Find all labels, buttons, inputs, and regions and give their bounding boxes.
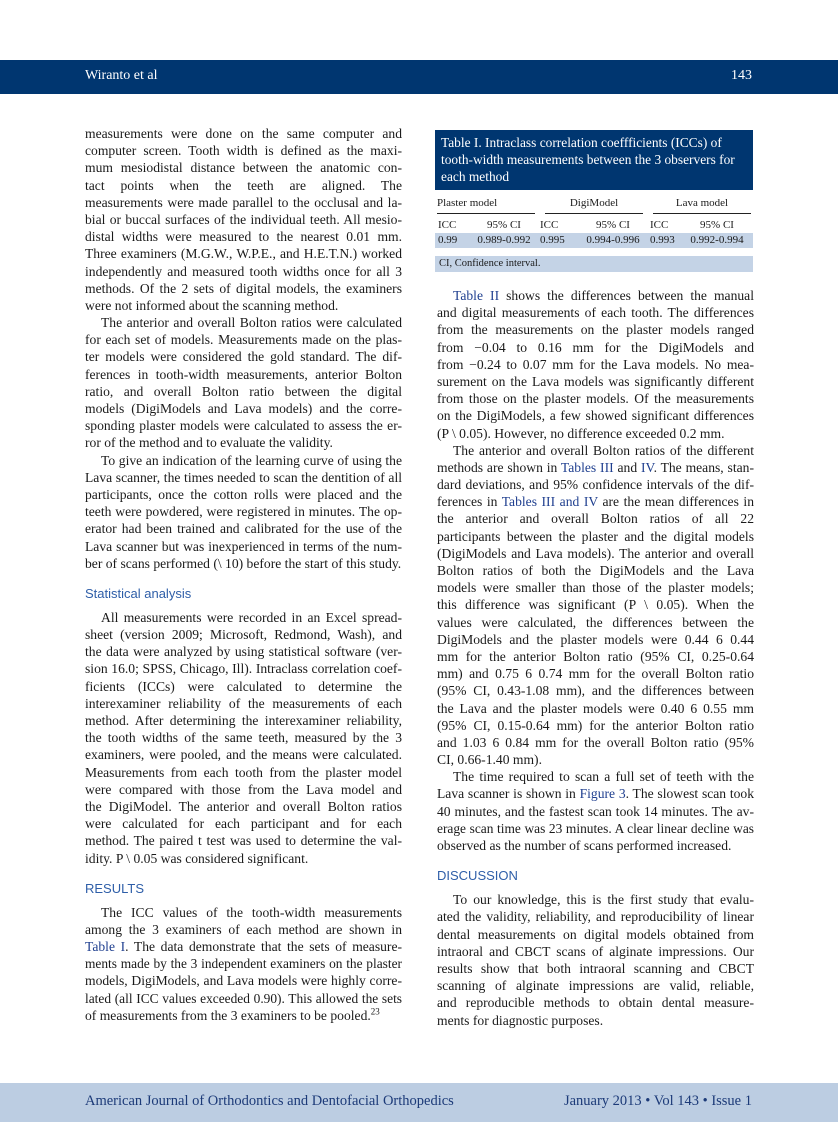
text-line: All measurements were recorded in an Excel spread- <box>101 609 402 625</box>
table-row <box>435 233 753 248</box>
group-header: Plaster model <box>437 197 535 214</box>
text-line: sion 16.0; SPSS, Chicago, Ill). Intraclass correlation coef- <box>85 661 402 677</box>
text-line: idity. P \ 0.05 was considered significant. <box>85 850 309 866</box>
column-header: 95% CI <box>596 219 630 231</box>
text-line: models (DigiModels and Lava models) and the corre- <box>85 401 402 416</box>
text-line: surement on the Lava models was significantly different <box>437 373 754 389</box>
text-line: methods. Of the 2 sets of digital models, the examiners <box>85 280 402 296</box>
table-cell: 0.992-0.994 <box>690 234 744 246</box>
column-header: ICC <box>650 219 669 231</box>
text-line: sheet (version 2009; Microsoft, Redmond, Wash), and <box>85 627 402 643</box>
right-column <box>437 287 754 1029</box>
cross-reference-link[interactable]: Figure 3 <box>579 786 626 802</box>
text-line: scanning of alginate impressions are valid, reliable, <box>437 978 754 994</box>
paragraph <box>85 452 402 572</box>
text-line: DigiModels and the plaster models were 0.44 6 0.44 <box>437 631 754 647</box>
text-line <box>437 287 754 304</box>
text-line: this difference was significant (P \ 0.05). When the <box>437 597 754 613</box>
text-line: ficients (ICCs) were calculated to determine the <box>85 678 402 694</box>
text-segment: . The slowest scan took <box>625 786 755 802</box>
paragraph <box>85 609 402 867</box>
text-line: dard deviations, and 95% confidence intervals of the dif- <box>437 477 754 493</box>
text-line: bial or buccal surfaces of the individual teeth. All mesio- <box>85 211 402 227</box>
text-line: mm for the anterior Bolton ratio (95% CI, 0.25-0.64 <box>437 648 754 664</box>
text-line: To give an indication of the learning curve of using the <box>101 452 402 468</box>
text-line: independently and measured tooth widths once for all 3 <box>85 263 402 279</box>
text-line: measurements were made parallel to the occlusal and la- <box>85 194 402 210</box>
text-line: computer screen. Tooth width is defined as the maxi- <box>85 143 402 159</box>
cross-reference-link[interactable]: Tables III <box>560 459 614 475</box>
text-line: participants, once the cotton rolls were placed and the <box>85 486 402 502</box>
text-line: ratio, and overall Bolton ratio between the digital <box>85 383 402 399</box>
text-line: and digital measurements of each tooth. The differences <box>437 305 754 321</box>
text-line: dental measurements on digital models obtained from <box>437 926 754 942</box>
group-header: Lava model <box>653 197 751 214</box>
text-segment: of measurements from the 3 examiners to be pooled. <box>85 1007 371 1023</box>
text-segment: and <box>613 459 641 475</box>
text-line: (DigiModels and Lava models). The anterior and overall <box>437 545 754 561</box>
table-caption: Table I. Intraclass correlation coeffficients (ICCs) of tooth-width measurements between the 3 observers for each method <box>435 130 753 190</box>
text-line: from −0.04 to 0.16 mm for the DigiModels and <box>437 339 754 355</box>
text-line: ments made by the 3 independent examiners on the plaster <box>85 956 402 972</box>
text-line: ferences in tooth-width measurements, anterior Bolton <box>85 366 402 382</box>
text-line: Lava scanner, the times needed to scan the dentition of all <box>85 469 402 485</box>
column-header: ICC <box>540 219 559 231</box>
text-line: models, DigiModels, and Lava models were highly corre- <box>85 973 402 989</box>
table-cell: 0.995 <box>540 234 565 246</box>
text-line: ated the validity, reliability, and reproducibility of linear <box>437 909 754 925</box>
text-line: the tooth widths of the same teeth, measured by the 3 <box>85 730 402 746</box>
paragraph <box>437 768 754 854</box>
table-group-headers <box>435 197 753 214</box>
text-segment: shows the differences between the manual <box>499 288 754 303</box>
text-line: from those on the plaster models. Of the measurements <box>437 391 754 407</box>
text-segment: . The data demonstrate that the sets of measure- <box>125 939 403 955</box>
table-1 <box>435 130 753 272</box>
text-line: mum mesiodistal distance between the anatomic con- <box>85 160 402 176</box>
table-subheader-row <box>435 218 753 233</box>
text-line: 40 minutes, and the fastest scan took 14 minutes. The av- <box>437 803 754 819</box>
column-header: ICC <box>438 219 457 231</box>
text-line: The anterior and overall Bolton ratios were calculated <box>101 315 402 331</box>
cross-reference-link[interactable]: Tables III and IV <box>501 494 598 510</box>
text-line: models were smaller than those of the plaster models; <box>437 580 754 596</box>
text-line: intraoral and CBCT scans of alginate impressions. Our <box>437 943 754 959</box>
cross-reference-link[interactable]: IV <box>640 459 654 475</box>
text-segment: ferences in <box>437 494 502 510</box>
text-line: from −0.24 to 0.07 mm for the Lava models. No mea- <box>437 356 754 372</box>
text-line: To our knowledge, this is the first study that evalu- <box>453 892 754 908</box>
text-line: ber of scans performed (\ 10) before the start of this study. <box>85 555 402 571</box>
text-segment: . The means, stan- <box>653 459 754 475</box>
text-line: were compared with those from the Lava model and <box>85 781 402 797</box>
text-line: (95% CI, 0.15-0.64 mm) for the anterior Bolton ratio <box>437 717 754 733</box>
text-line: sponding plaster models were calculated to assess the er- <box>85 418 402 434</box>
section-heading: RESULTS <box>85 880 144 896</box>
text-line: mm) and 0.75 6 0.74 mm for the overall Bolton ratio <box>437 666 754 682</box>
text-line: (95% CI, 0.43-1.08 mm), and the differences between <box>437 683 754 699</box>
group-header: DigiModel <box>545 197 643 214</box>
table-cell: 0.994-0.996 <box>586 234 640 246</box>
text-line: The ICC values of the tooth-width measurements <box>101 904 402 920</box>
text-line: (P \ 0.05). However, no difference exceeded 0.2 mm. <box>437 425 725 441</box>
text-line: and 1.03 6 0.84 mm for the overall Bolton ratio (95% <box>437 734 754 750</box>
text-line: participants between the plaster and the digital models <box>437 528 754 544</box>
text-line: interexaminer reliability of the measurements of each <box>85 695 402 711</box>
text-segment: are the mean differences in <box>597 494 754 510</box>
text-line: ror of the method and to evaluate the validity. <box>85 435 333 451</box>
text-line: observed as the number of scans performed increased. <box>437 838 732 853</box>
text-line <box>85 938 402 955</box>
text-line: measurements were done on the same computer and <box>85 126 402 141</box>
text-line: the anterior and overall Bolton ratios of all 22 <box>437 511 754 527</box>
cross-reference-link[interactable]: Table I <box>85 939 126 955</box>
paragraph <box>437 287 754 442</box>
text-line: method. After determining the interexaminer reliability, <box>85 713 402 728</box>
text-line: teeth were powdered, were registered in minutes. The op- <box>85 504 402 520</box>
table-cell: 0.989-0.992 <box>477 234 531 246</box>
left-column <box>85 125 402 1024</box>
text-line <box>85 1007 402 1024</box>
paragraph <box>437 891 754 1029</box>
paragraph <box>85 904 402 1024</box>
table-footnote: CI, Confidence interval. <box>435 256 753 272</box>
cross-reference-link[interactable]: Table II <box>453 288 500 303</box>
section-heading: DISCUSSION <box>437 868 518 884</box>
text-line: Measurements from each tooth from the plaster model <box>85 764 402 780</box>
column-header: 95% CI <box>700 219 734 231</box>
text-line: tact points when the teeth are aligned. The <box>85 177 402 193</box>
section-heading: Statistical analysis <box>85 585 192 601</box>
text-line: CI, 0.66-1.40 mm). <box>437 752 542 768</box>
text-line: and reproducible methods to obtain dental measure- <box>437 995 754 1011</box>
text-line: examiners, were pooled, and the means were calculated. <box>85 747 402 763</box>
text-line: erage scan time was 23 minutes. A clear linear decline was <box>437 820 754 836</box>
text-line: Lava scanner but was inexperienced in terms of the num- <box>85 538 402 554</box>
paragraph <box>85 125 402 314</box>
journal-name: American Journal of Orthodontics and Dentofacial Orthopedics <box>85 1093 454 1109</box>
text-line <box>437 785 754 802</box>
text-segment: Lava scanner is shown in <box>437 786 580 802</box>
text-line <box>437 459 754 476</box>
text-line: on the DigiModels, a few showed significant differences <box>437 408 754 424</box>
running-header <box>0 60 838 94</box>
text-line: values were calculated, the differences between the <box>437 614 754 630</box>
table-cell: 0.99 <box>438 234 458 246</box>
issue-info: January 2013 • Vol 143 • Issue 1 <box>563 1093 752 1109</box>
running-footer <box>0 1083 838 1122</box>
text-line: were calculated for each participant and for each <box>85 816 402 832</box>
citation-superscript[interactable]: 23 <box>370 1006 380 1017</box>
running-title: Wiranto et al <box>85 68 158 83</box>
text-line: among the 3 examiners of each method are shown in <box>85 921 402 937</box>
text-line: from the measurements on the plaster models ranged <box>437 322 754 338</box>
text-line: results show that both intraoral scanning and CBCT <box>437 960 754 976</box>
text-segment: methods are shown in <box>437 459 561 475</box>
text-line: erator had been trained and calibrated for the use of the <box>85 521 402 537</box>
table-cell: 0.993 <box>650 234 675 246</box>
text-line: ments for diagnostic purposes. <box>437 1012 604 1028</box>
text-line: the Lava and the plaster models were 0.40 6 0.55 mm <box>437 700 754 716</box>
text-line <box>437 493 754 510</box>
text-line: Three examiners (M.G.W., W.P.E., and H.E.T.N.) worked <box>85 246 402 262</box>
text-line: Bolton ratios of both the DigiModels and the Lava <box>437 563 754 578</box>
text-line: were not informed about the scanning method. <box>85 297 339 313</box>
text-line: method. The paired t test was used to determine the val- <box>85 833 402 849</box>
text-line: for each set of models. Measurements made on the plas- <box>85 332 402 348</box>
page-number: 143 <box>731 68 752 83</box>
text-line: The anterior and overall Bolton ratios of the different <box>453 442 754 458</box>
column-header: 95% CI <box>487 219 521 231</box>
text-line: distal widths were measured to the nearest 0.01 mm. <box>85 229 402 245</box>
text-line: ter models were considered the gold standard. The dif- <box>85 349 402 365</box>
text-line: The time required to scan a full set of teeth with the <box>453 769 754 785</box>
text-line: lated (all ICC values exceeded 0.90). This allowed the sets <box>85 990 402 1006</box>
text-line: the DigiModel. The anterior and overall Bolton ratios <box>85 798 402 814</box>
text-line: the data were analyzed by using statistical software (ver- <box>85 644 402 660</box>
paragraph <box>437 442 754 769</box>
paragraph <box>85 314 402 452</box>
